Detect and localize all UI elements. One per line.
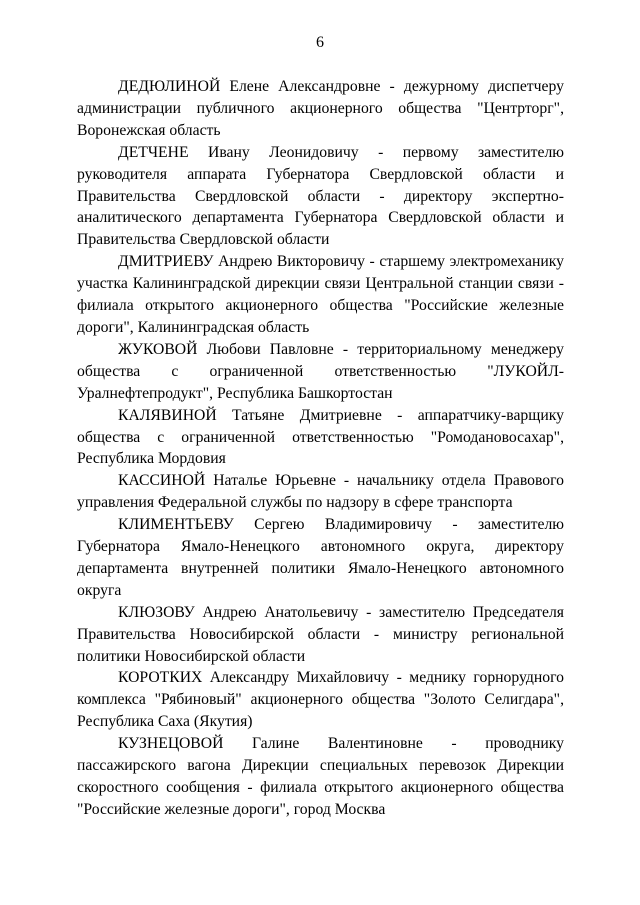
page-number: 6 xyxy=(316,34,324,51)
list-item-detchene: ДЕТЧЕНЕ Ивану Леонидовичу - первому заместителю руководителя аппарата Губернатора Свердловской области и Правительства Свердловской области - директору экспертно-аналитического департамента Губернатора Свердловской области и Правительства Свердловской области xyxy=(77,143,564,249)
list-item-dmitriev: ДМИТРИЕВУ Андрею Викторовичу - старшему электромеханику участка Калининградской дирекции связи Центральной станции связи - филиала открытого акционерного общества "Российские железные дороги", Калининградская область xyxy=(77,253,564,336)
list-item-zhukova: ЖУКОВОЙ Любови Павловне - территориальному менеджеру общества с ограниченной ответственностью "ЛУКОЙЛ-Уралнефтепродукт", Республика Башкортостан xyxy=(77,340,564,402)
list-item-klyuzov: КЛЮЗОВУ Андрею Анатольевичу - заместителю Председателя Правительства Новосибирской области - министру региональной политики Новосибирской области xyxy=(77,603,564,665)
list-item-kuznetsova: КУЗНЕЦОВОЙ Галине Валентиновне - проводнику пассажирского вагона Дирекции специальных перевозок Дирекции скоростного сообщения - филиала открытого акционерного общества "Российские железные дороги", город Москва xyxy=(77,735,564,818)
list-item-kassina: КАССИНОЙ Наталье Юрьевне - начальнику отдела Правового управления Федеральной службы по надзору в сфере транспорта xyxy=(77,472,564,512)
award-list xyxy=(77,76,564,821)
list-item-korotkikh: КОРОТКИХ Александру Михайловичу - меднику горнорудного комплекса "Рябиновый" акционерного общества "Золото Селигдара", Республика Саха (Якутия) xyxy=(77,669,564,731)
list-item-dedyulina: ДЕДЮЛИНОЙ Елене Александровне - дежурному диспетчеру администрации публичного акционерного общества "Центрторг", Воронежская область xyxy=(77,78,564,139)
list-item-klimentyev: КЛИМЕНТЬЕВУ Сергею Владимировичу - заместителю Губернатора Ямало-Ненецкого автономного округа, директору департамента внутренней политики Ямало-Ненецкого автономного округа xyxy=(77,516,564,599)
list-item-kalyavina: КАЛЯВИНОЙ Татьяне Дмитриевне - аппаратчику-варщику общества с ограниченной ответственностью "Ромодановосахар", Республика Мордовия xyxy=(77,406,564,468)
